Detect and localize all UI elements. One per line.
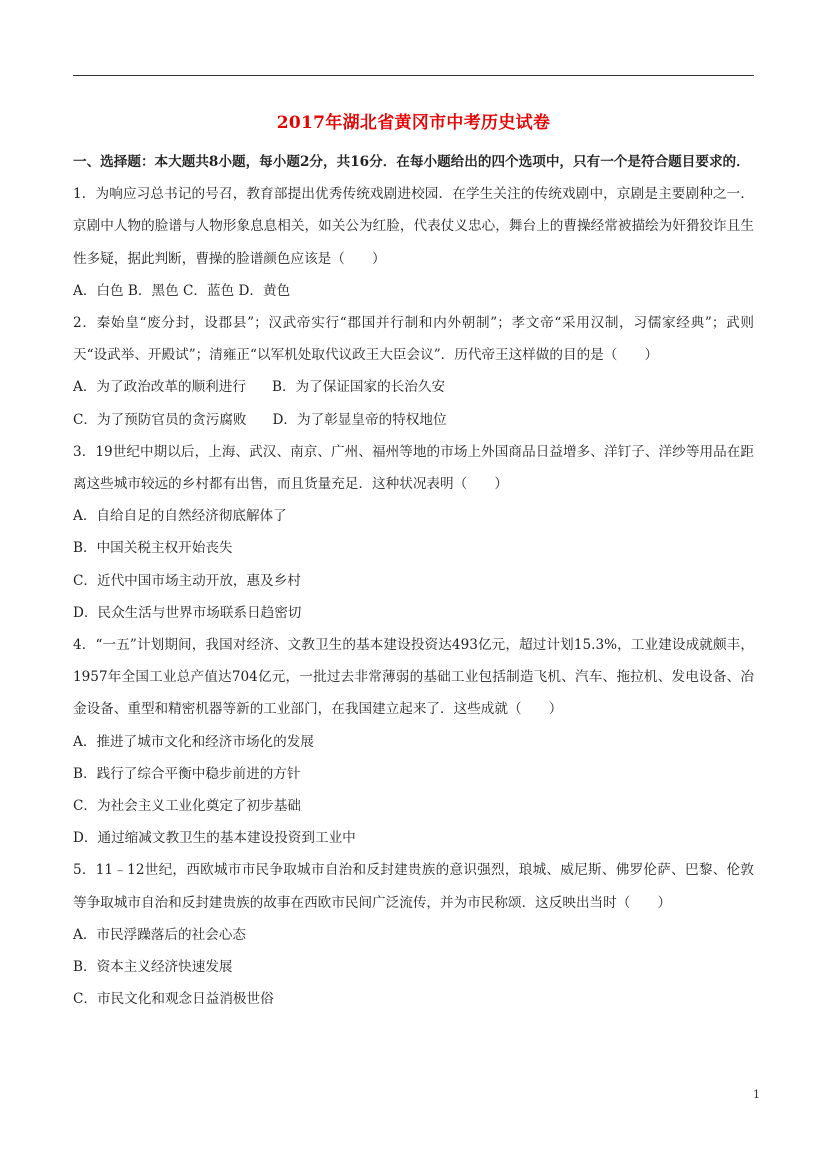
- question-1-options: A．白色 B．黑色 C．蓝色 D．黄色: [73, 282, 291, 299]
- exam-body: [73, 146, 754, 1015]
- question-1-stem: 1．为响应习总书记的号召，教育部提出优秀传统戏剧进校园．在学生关注的传统戏剧中，京剧是主要剧种之一．京剧中人物的脸谱与人物形象息息相关，如关公为红脸，代表仗义忠心，舞台上的曹操经常被描绘为奸猾狡诈且生性多疑，据此判断，曹操的脸谱颜色应该是（ ）: [73, 186, 754, 267]
- question-2-options-row-1: [73, 371, 754, 403]
- question-4-option-c: C．为社会主义工业化奠定了初步基础: [73, 798, 301, 815]
- question-4-stem: 4．“一五”计划期间，我国对经济、文教卫生的基本建设投资达493亿元，超过计划15.3%，工业建设成就颇丰，1957年全国工业总产值达704亿元，一批过去非常薄弱的基础工业包括制造飞机、汽车、拖拉机、发电设备、冶金设备、重型和精密机器等新的工业部门，在我国建立起来了．这些成就（ ）: [73, 637, 754, 718]
- question-2-options-row-2: [73, 404, 754, 436]
- question-4-option-a: A．推进了城市文化和经济市场化的发展: [73, 733, 314, 750]
- question-2-option-d: D．为了彰显皇帝的特权地位: [272, 411, 447, 428]
- question-4-option-d: D．通过缩减文教卫生的基本建设投资到工业中: [73, 830, 356, 847]
- question-5-option-c: C．市民文化和观念日益消极世俗: [73, 991, 274, 1008]
- question-5-stem: 5．11﹣12世纪，西欧城市市民争取城市自治和反封建贵族的意识强烈，琅城、威尼斯、佛罗伦萨、巴黎、伦敦等争取城市自治和反封建贵族的故事在西欧市民间广泛流传，并为市民称颂．这反映出当时（ ）: [73, 862, 754, 911]
- header-rule: [73, 75, 754, 76]
- exam-title: 2017年湖北省黄冈市中考历史试卷: [276, 113, 551, 133]
- question-3-option-a: A．自给自足的自然经济彻底解体了: [73, 508, 287, 525]
- question-3-option-b: B．中国关税主权开始丧失: [73, 540, 233, 557]
- question-3-option-c: C．近代中国市场主动开放，惠及乡村: [73, 572, 301, 589]
- question-2-stem: 2．秦始皇“废分封，设郡县”；汉武帝实行“郡国并行制和内外朝制”；孝文帝“采用汉制，习儒家经典”；武则天“设武举、开殿试”；清雍正“以军机处取代议政王大臣会议”．历代帝王这样做的目的是（ ）: [73, 315, 754, 364]
- question-3-stem: 3．19世纪中期以后，上海、武汉、南京、广州、福州等地的市场上外国商品日益增多、洋钉子、洋纱等用品在距离这些城市较远的乡村都有出售，而且货量充足．这种状况表明（ ）: [73, 443, 754, 493]
- question-2-option-b: B．为了保证国家的长治久安: [271, 379, 446, 396]
- question-3-option-d: D．民众生活与世界市场联系日趋密切: [73, 604, 302, 621]
- question-4-option-b: B．践行了综合平衡中稳步前进的方针: [73, 765, 301, 782]
- section-heading: 一、选择题：本大题共8小题，每小题2分，共16分．在每小题给出的四个选项中，只有一个是符合题目要求的．: [73, 154, 750, 170]
- page-number: 1: [753, 1088, 760, 1101]
- question-2-option-a: A．为了政治改革的顺利进行: [73, 379, 246, 396]
- question-5-option-a: A．市民浮躁落后的社会心态: [73, 926, 246, 943]
- question-2-option-c: C．为了预防官员的贪污腐败: [73, 411, 247, 428]
- question-5-option-b: B．资本主义经济快速发展: [73, 959, 233, 976]
